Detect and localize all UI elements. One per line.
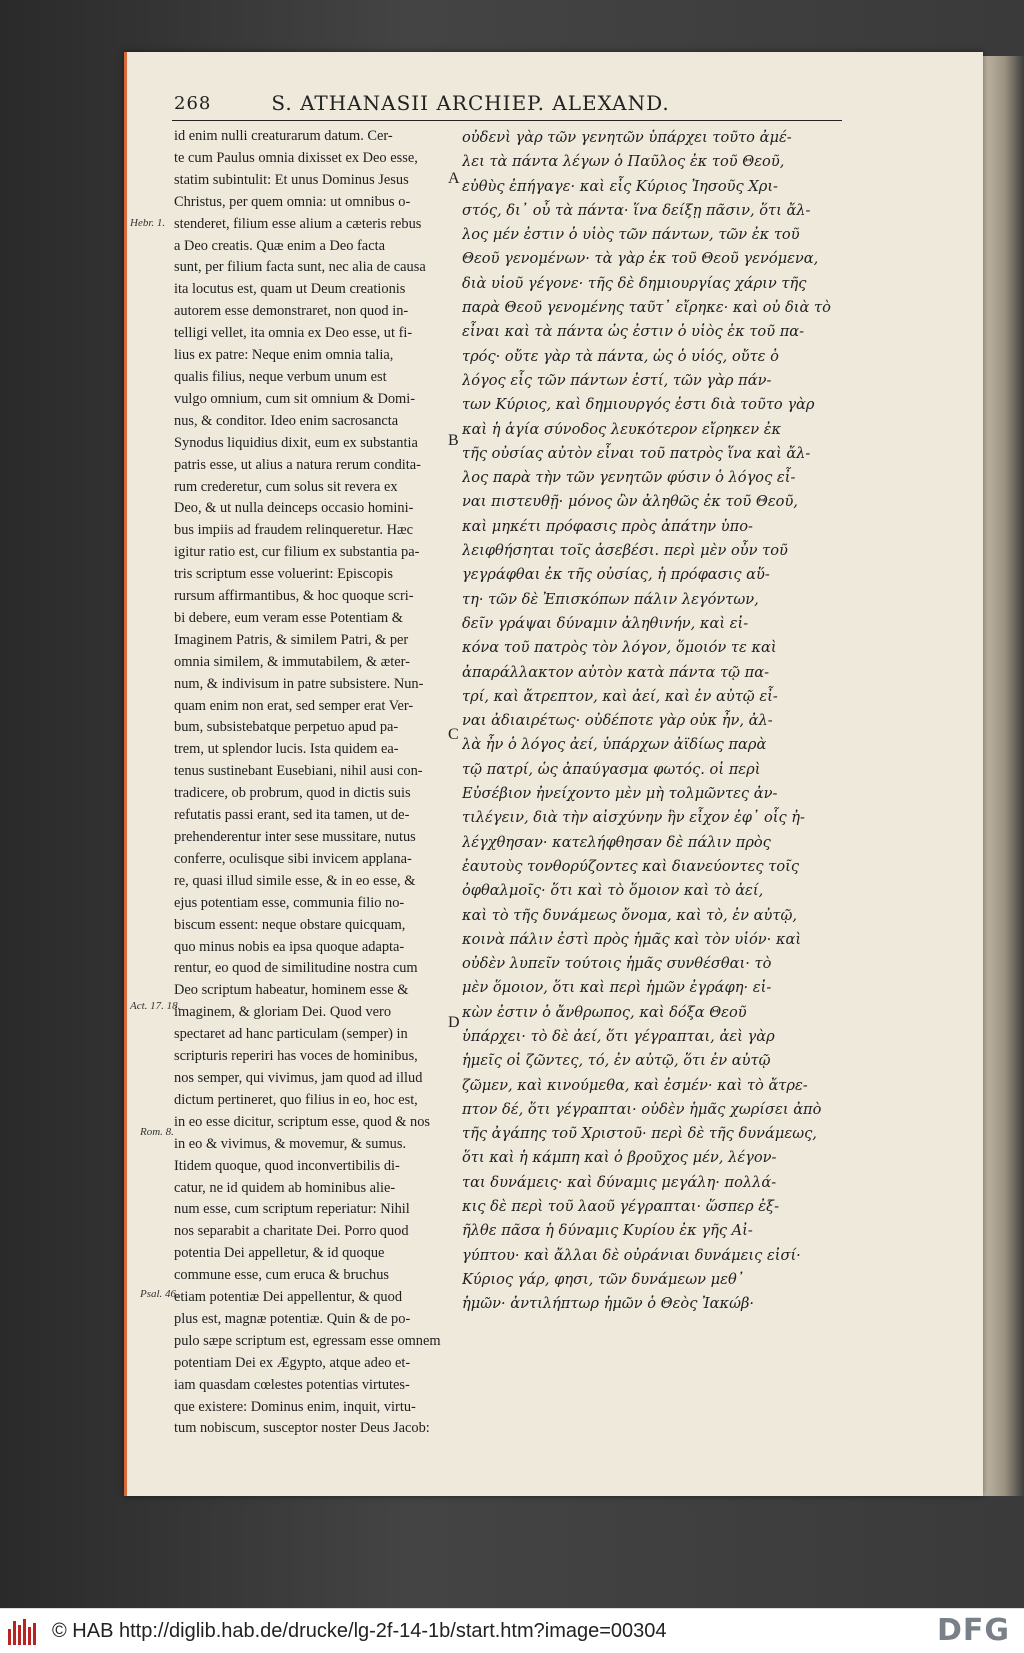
latin-line: Christus, per quem omnia: ut omnibus o-	[174, 193, 411, 210]
latin-line: dictum pertineret, quo filius in eo, hoc est,	[174, 1091, 418, 1108]
latin-line: tum nobiscum, susceptor noster Deus Jacob:	[174, 1420, 430, 1437]
source-url[interactable]: © HAB http://diglib.hab.de/drucke/lg-2f-14-1b/start.htm?image=00304	[52, 1619, 667, 1642]
greek-line: τρί, καὶ ἄτρεπτον, καὶ ἀεί, καὶ ἐν αὐτῷ εἶ-	[462, 687, 778, 705]
greek-line: τρός· οὔτε γὰρ τὰ πάντα, ὡς ὁ υἱός, οὔτε ὁ	[462, 347, 779, 365]
latin-line: que existere: Dominus enim, inquit, virtu-	[174, 1398, 416, 1415]
greek-line: ὅτι καὶ ἡ κάμπη καὶ ὁ βροῦχος μέν, λέγον-	[462, 1149, 777, 1167]
running-header	[174, 88, 834, 118]
greek-line: οὐδενὶ γὰρ τῶν γενητῶν ὑπάρχει τοῦτο ἀμέ-	[462, 129, 792, 146]
latin-line: tris scriptum esse voluerint: Episcopis	[174, 566, 394, 583]
greek-line: μὲν ὅμοιον, ὅτι καὶ περὶ ἡμῶν ἐγράφη· εἰ-	[462, 979, 772, 997]
latin-line: omnia similem, & immutabilem, & æter-	[174, 653, 410, 670]
greek-line: λει τὰ πάντα λέγων ὁ Παῦλος ἐκ τοῦ Θεοῦ,	[462, 153, 785, 171]
latin-line: bus impiis ad fraudem relinqueretur. Hæc	[174, 522, 413, 539]
latin-line: refutatis passi erant, sed ita tamen, ut de-	[174, 807, 410, 824]
margin-note: Hebr. 1.	[130, 217, 166, 229]
latin-line: nus, & conditor. Ideo enim sacrosancta	[174, 412, 399, 429]
greek-line: ἀπαράλλακτον αὐτὸν κατὰ πάντα τῷ πα-	[462, 663, 769, 681]
latin-line: vulgo omnium, cum sit omnium & Domi-	[174, 390, 416, 407]
greek-line: καὶ ἡ ἁγία σύνοδος λευκότερον εἴρηκεν ἐκ	[462, 420, 782, 438]
greek-line: στός, δι᾽ οὗ τὰ πάντα· ἵνα δείξῃ πᾶσιν, ὅτι ἄλ-	[462, 201, 811, 219]
latin-line: a Deo creatis. Quæ enim a Deo facta	[174, 237, 385, 254]
greek-line: κὼν ἐστιν ὁ ἄνθρωπος, καὶ δόξα Θεοῦ	[462, 1003, 747, 1021]
footer-bar	[0, 1608, 1024, 1653]
latin-line: ejus potentiam esse, communia filio no-	[174, 894, 405, 911]
latin-line: quo minus nobis ea ipsa quoque adapta-	[174, 938, 405, 955]
latin-line: Synodus liquidius dixit, eum ex substantia	[174, 434, 418, 451]
greek-line: Κύριος γάρ, φησι, τῶν δυνάμεων μεθ᾽	[462, 1270, 745, 1288]
section-letter: A	[448, 170, 460, 187]
greek-line: τῆς ἀγάπης τοῦ Χριστοῦ· περὶ δὲ τῆς δυνάμεως,	[462, 1125, 817, 1143]
latin-line: stenderet, filium esse alium a cæteris rebus	[174, 215, 422, 232]
greek-line: ὑπάρχει· τὸ δὲ ἀεί, ὅτι γέγραπται, ἀεὶ γὰρ	[462, 1027, 775, 1045]
latin-line: etiam potentiæ Dei appellentur, & quod	[174, 1289, 403, 1306]
greek-line: ναι πιστευθῇ· μόνος ὢν ἀληθῶς ἐκ τοῦ Θεοῦ,	[462, 493, 798, 511]
greek-line: Εὐσέβιον ἠνείχοντο μὲν μὴ τολμῶντες ἀν-	[462, 785, 778, 803]
page-number: 268	[174, 92, 212, 114]
latin-line: patris esse, ut alius a natura rerum condita-	[174, 456, 421, 473]
greek-line: ἡμεῖς οἱ ζῶντες, τό, ἐν αὐτῷ, ὅτι ἐν αὐτῷ	[462, 1052, 771, 1070]
running-title: S. ATHANASII ARCHIEP. ALEXAND.	[271, 91, 670, 115]
latin-line: bum, subsistebatque perpetuo apud pa-	[174, 719, 399, 736]
section-letter: B	[448, 432, 459, 449]
latin-line: statim subintulit: Et unus Dominus Jesus	[174, 171, 409, 188]
latin-line: Imaginem Patris, & similem Patri, & per	[174, 631, 409, 648]
greek-line: εὐθὺς ἐπήγαγε· καὶ εἷς Κύριος Ἰησοῦς Χρι-	[462, 177, 778, 195]
latin-line: trem, ut splendor lucis. Ista quidem ea-	[174, 741, 399, 758]
greek-line: των Κύριος, καὶ δημιουργός ἐστι διὰ τοῦτο γὰρ	[462, 396, 815, 414]
margin-note: Rom. 8.	[140, 1126, 174, 1138]
greek-line: κις δὲ περὶ τοῦ λαοῦ γέγραπται· ὥσπερ ἐξ-	[462, 1198, 780, 1216]
greek-line: δεῖν γράψαι δύναμιν ἀληθινήν, καὶ εἰ-	[462, 614, 749, 632]
latin-line: quam enim non erat, sed semper erat Ver-	[174, 697, 414, 714]
latin-line: in eo & vivimus, & movemur, & sumus.	[174, 1135, 407, 1152]
header-rule	[172, 120, 842, 121]
greek-line: ῆλθε πᾶσα ἡ δύναμις Κυρίου ἐκ γῆς Αἰ-	[462, 1222, 753, 1240]
greek-line: τιλέγειν, διὰ τὴν αἰσχύνην ἣν εἶχον ἐφ᾽ οἷς ἠ-	[462, 809, 805, 827]
margin-note: Psal. 46.	[140, 1288, 179, 1300]
latin-line: commune esse, cum eruca & bruchus	[174, 1267, 389, 1284]
latin-line: ita locutus est, quam ut Deum creationis	[174, 281, 406, 298]
latin-line: tenus sustinebant Eusebiani, nihil ausi con-	[174, 763, 423, 780]
latin-line: rursum affirmantibus, & hoc quoque scri-	[174, 588, 414, 605]
greek-line: εἶναι καὶ τὰ πάντα ὡς ἐστιν ὁ υἱὸς ἐκ τοῦ πα-	[462, 323, 805, 341]
latin-line: nos separabit a charitate Dei. Porro quod	[174, 1223, 409, 1240]
greek-line: τη· τῶν δὲ Ἐπισκόπων πάλιν λεγόντων,	[462, 590, 759, 608]
latin-line: re, quasi illud simile esse, & in eo esse, &	[174, 872, 416, 889]
latin-line: plus est, magnæ potentiæ. Quin & de po-	[174, 1310, 411, 1327]
greek-line: γεγράφθαι ἐκ τῆς οὐσίας, ἡ πρόφασις αὕ-	[462, 566, 770, 584]
latin-line: biscum essent: neque obstare quicquam,	[174, 916, 406, 933]
latin-line: sunt, per filium facta sunt, nec alia de causa	[174, 259, 426, 276]
greek-line: οὐδὲν λυπεῖν τούτοις ἡμᾶς συνθέσθαι· τὸ	[462, 955, 772, 973]
latin-line: tradicere, ob probrum, quod in dictis suis	[174, 785, 411, 802]
latin-line: te cum Paulus omnia dixisset ex Deo esse,	[174, 149, 418, 166]
greek-line: κοινὰ πάλιν ἐστὶ πρὸς ἡμᾶς καὶ τὸν υἱόν· καὶ	[462, 930, 802, 948]
greek-line: κόνα τοῦ πατρὸς τὸν λόγον, ὅμοιόν τε καὶ	[462, 639, 777, 657]
greek-line: ζῶμεν, καὶ κινούμεθα, καὶ ἐσμέν· καὶ τὸ ἄτρε-	[462, 1076, 808, 1094]
latin-line: imaginem, & gloriam Dei. Quod vero	[174, 1004, 392, 1021]
greek-line: ὀφθαλμοῖς· ὅτι καὶ τὸ ὅμοιον καὶ τὸ ἀεί,	[462, 882, 764, 900]
section-letter: D	[448, 1014, 460, 1031]
latin-line: autorem esse demonstraret, non quod in-	[174, 303, 409, 320]
greek-column	[462, 126, 862, 1317]
hab-logo-icon	[8, 1617, 38, 1645]
greek-line: λόγος εἷς τῶν πάντων ἐστί, τῶν γὰρ πάν-	[462, 371, 772, 389]
section-letter: C	[448, 726, 459, 743]
latin-line: iam quasdam cœlestes potentias virtutes-	[174, 1376, 410, 1393]
greek-line: διὰ υἱοῦ γέγονε· τῆς δὲ δημιουργίας χάριν τῆς	[462, 274, 807, 292]
latin-line: potentiam Dei ex Ægypto, atque adeo et-	[174, 1354, 411, 1371]
latin-line: id enim nulli creaturarum datum. Cer-	[174, 128, 393, 144]
greek-line: λος μέν ἐστιν ὁ υἱὸς τῶν πάντων, τῶν ἐκ τοῦ	[462, 226, 800, 244]
latin-line: Deo, & ut nulla deinceps occasio homini-	[174, 500, 414, 517]
margin-note: Act. 17. 18.	[130, 1000, 181, 1012]
latin-line: scripturis reperiri has voces de hominibus,	[174, 1048, 418, 1065]
latin-line: telligi vellet, ita omnia ex Deo esse, ut fi-	[174, 325, 413, 342]
latin-line: lius ex patre: Neque enim omnia talia,	[174, 347, 394, 364]
greek-line: ναι ἀδιαιρέτως· οὐδέποτε γὰρ οὐκ ἦν, ἀλ-	[462, 712, 773, 730]
greek-line: Θεοῦ γενομένων· τὰ γὰρ ἐκ τοῦ Θεοῦ γενόμενα,	[462, 250, 819, 268]
greek-line: τῷ πατρί, ὡς ἀπαύγασμα φωτός. οἱ περὶ	[462, 760, 761, 778]
greek-line: τῆς οὐσίας αὐτὸν εἶναι τοῦ πατρὸς ἵνα καὶ ἄλ-	[462, 444, 811, 462]
dfg-logo: DFG	[936, 1613, 1010, 1648]
greek-line: καὶ μηκέτι πρόφασις πρὸς ἀπάτην ὑπο-	[462, 517, 753, 535]
latin-line: catur, ne id quidem ab hominibus alie-	[174, 1179, 396, 1196]
latin-line: rentur, eo quod de similitudine nostra cum	[174, 960, 418, 977]
latin-line: num, & indivisum in patre subsistere. Nun-	[174, 675, 424, 692]
latin-line: Deo scriptum habeatur, hominem esse &	[174, 982, 409, 999]
greek-line: γύπτου· καὶ ἄλλαι δὲ οὐράνιαι δυνάμεις εἰσί·	[462, 1246, 801, 1264]
latin-line: prehenderentur inter sese mussitare, nutus	[174, 829, 416, 845]
latin-line: rum crederetur, cum solus sit revera ex	[174, 478, 398, 495]
latin-line: igitur ratio est, cur filium ex substantia pa-	[174, 544, 420, 561]
greek-line: παρὰ Θεοῦ γενομένης ταῦτ᾽ εἴρηκε· καὶ οὐ διὰ τὸ	[462, 299, 831, 317]
latin-line: potentia Dei appelletur, & id quoque	[174, 1245, 385, 1262]
greek-line: λὰ ἦν ὁ λόγος ἀεί, ὑπάρχων ἀϊδίως παρὰ	[462, 736, 767, 754]
greek-line: λος παρὰ τὴν τῶν γενητῶν φύσιν ὁ λόγος εἶ-	[462, 469, 796, 487]
latin-line: in eo esse dicitur, scriptum esse, quod & nos	[174, 1113, 431, 1130]
greek-line: ται δυνάμεις· καὶ δύναμις μεγάλη· πολλά-	[462, 1173, 777, 1191]
greek-line: ἑαυτοὺς τονθορύζοντες καὶ διανεύοντες τοῖς	[462, 857, 799, 875]
greek-line: ἡμῶν· ἀντιλήπτωρ ἡμῶν ὁ Θεὸς Ἰακώβ·	[462, 1295, 755, 1313]
greek-line: λέγχθησαν· κατελήφθησαν δὲ πάλιν πρὸς	[462, 833, 771, 851]
latin-line: qualis filius, neque verbum unum est	[174, 368, 387, 385]
latin-line: nos semper, qui vivimus, jam quod ad illud	[174, 1069, 423, 1086]
latin-line: num esse, cum scriptum reperiatur: Nihil	[174, 1201, 410, 1218]
greek-line: λειφθήσηται τοῖς ἀσεβέσι. περὶ μὲν οὖν τοῦ	[462, 542, 788, 560]
greek-line: πτον δέ, ὅτι γέγραπται· οὐδὲν ἡμᾶς χωρίσει ἀπὸ	[462, 1100, 822, 1118]
next-page-edge	[976, 56, 1024, 1496]
greek-line: καὶ τὸ τῆς δυνάμεως ὄνομα, καὶ τὸ, ἐν αὐτῷ,	[462, 906, 797, 924]
latin-line: Itidem quoque, quod inconvertibilis di-	[174, 1157, 400, 1174]
latin-column	[174, 126, 446, 1440]
latin-line: pulo sæpe scriptum est, egressam esse omnem	[174, 1332, 441, 1349]
latin-line: spectaret ad hanc particulam (semper) in	[174, 1026, 408, 1043]
latin-line: bi debere, eum veram esse Potentiam &	[174, 609, 403, 626]
latin-line: conferre, oculisque sibi invicem applana-	[174, 850, 412, 867]
